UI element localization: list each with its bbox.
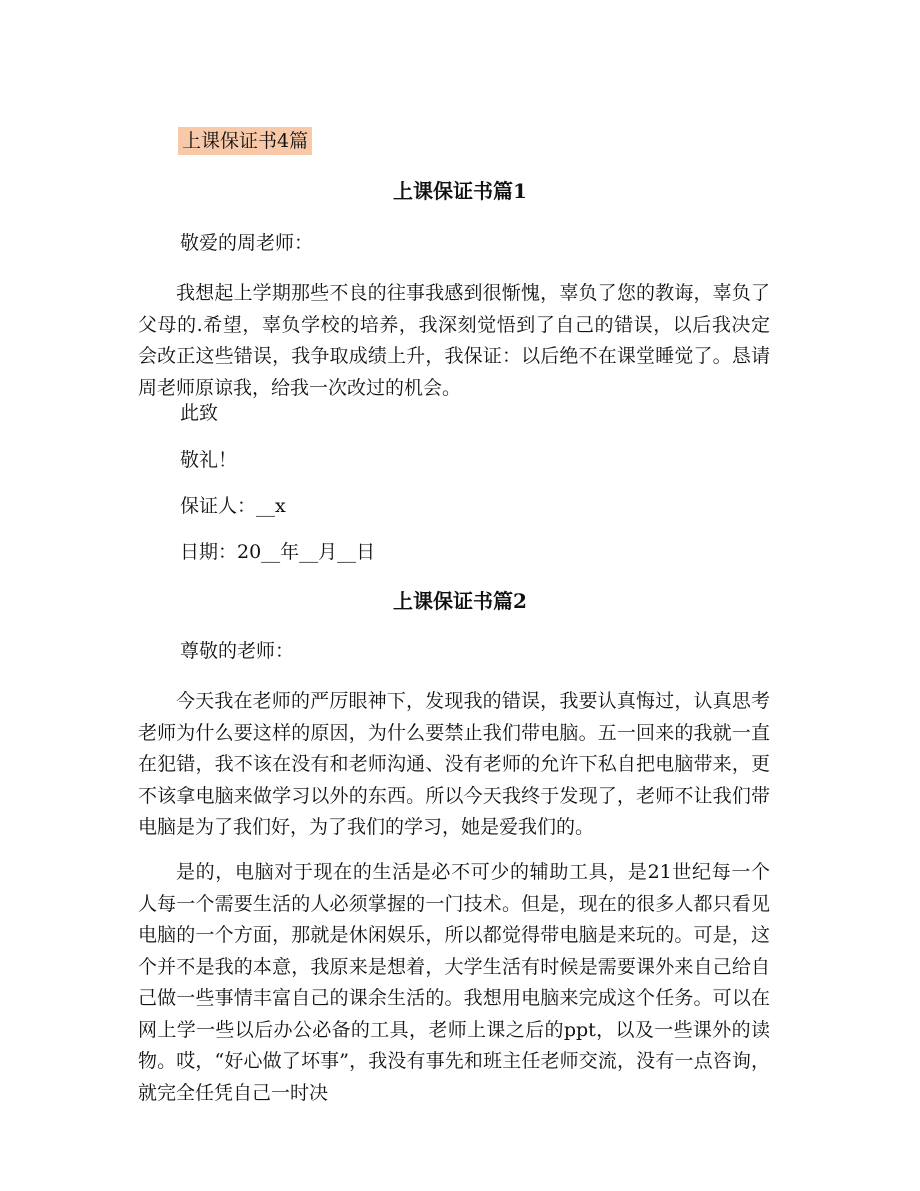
- section-2-heading: 上课保证书篇2: [393, 589, 527, 613]
- section-1-guarantor: 保证人：__x: [180, 495, 286, 517]
- section-1-body-paragraph: 我想起上学期那些不良的往事我感到很惭愧，辜负了您的教诲，辜负了父母的.希望，辜负学校的培养，我深刻觉悟到了自己的错误，以后我决定会改正这些错误，我争取成绩上升，我保证：以后绝不在课堂睡觉了。恳请周老师原谅我，给我一次改过的机会。: [138, 282, 770, 399]
- section-2-salutation: 尊敬的老师：: [180, 640, 295, 662]
- document-title: 上课保证书4篇: [178, 127, 312, 155]
- section-1-date: 日期：20__年__月__日: [180, 541, 376, 563]
- section-2-paragraph-2: 是的，电脑对于现在的生活是必不可少的辅助工具，是21世纪每一个人每一个需要生活的人必须掌握的一门技术。但是，现在的很多人都只看见电脑的一个方面，那就是休闲娱乐，所以都觉得带电脑是来玩的。可是，这个并不是我的本意，我原来是想着，大学生活有时候是需要课外来自己给自己做一些事情丰富自己的课余生活的。我想用电脑来完成这个任务。可以在网上学一些以后办公必备的工具，老师上课之后的ppt，以及一些课外的读物。哎，“好心做了坏事”，我没有事先和班主任老师交流，没有一点咨询，就完全任凭自己一时决: [138, 861, 770, 1104]
- section-1-heading: 上课保证书篇1: [393, 179, 527, 203]
- section-2-paragraph-1: 今天我在老师的严厉眼神下，发现我的错误，我要认真悔过，认真思考老师为什么要这样的原因，为什么要禁止我们带电脑。五一回来的我就一直在犯错，我不该在没有和老师沟通、没有老师的允许下私自把电脑带来，更不该拿电脑来做学习以外的东西。所以今天我终于发现了，老师不让我们带电脑是为了我们好，为了我们的学习，她是爱我们的。: [138, 690, 770, 838]
- section-1-closing-line-2: 敬礼！: [180, 449, 238, 471]
- section-1-closing-line-1: 此致: [180, 402, 219, 424]
- section-1-salutation: 敬爱的周老师：: [180, 232, 314, 254]
